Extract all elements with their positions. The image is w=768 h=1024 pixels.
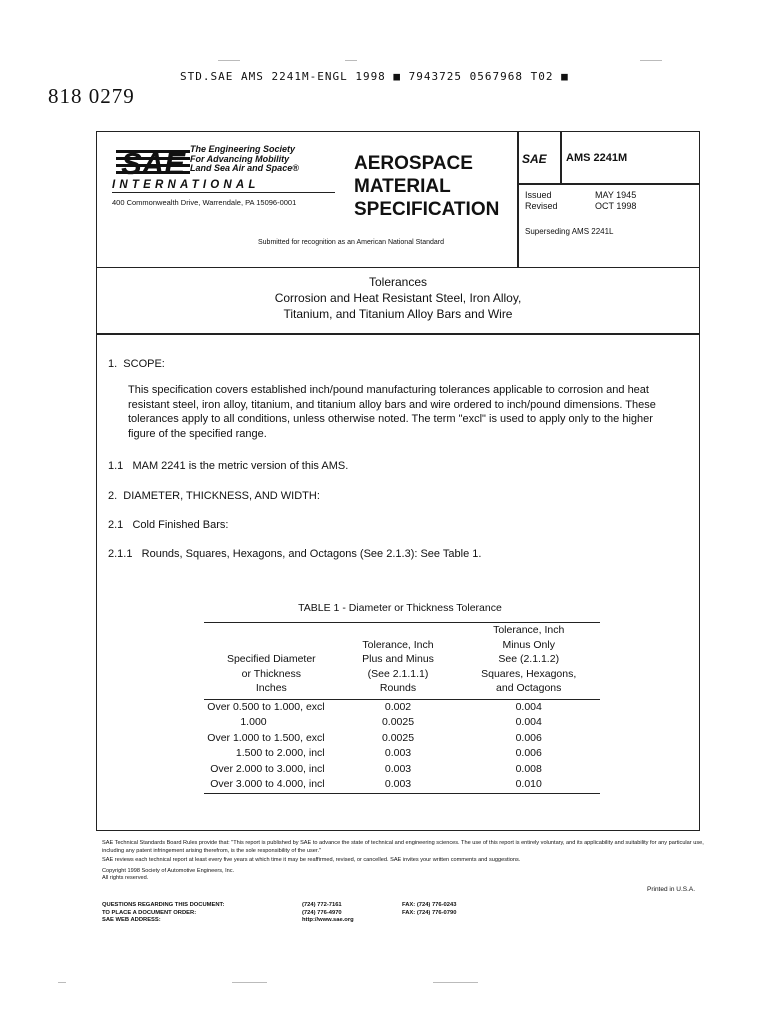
revised-label: Revised [525, 201, 558, 211]
issued-label: Issued [525, 190, 552, 200]
handwritten-number: 818 0279 [48, 84, 135, 108]
header-line: Inches [255, 682, 287, 694]
scan-mark [232, 982, 267, 983]
scope-paragraph: This specification covers established inch/pound manufacturing tolerances applicable to corrosion and heat resistant steel, iron alloy, titanium, and titanium alloy bars and wire ordered to inch/pound dimensions. These tolerances apply to all conditions, unless otherwise noted. The term "excl" is used to apply only to the higher figure of the specified range. [128, 384, 656, 440]
document-title [96, 274, 700, 322]
web-address: http://www.sae.org [302, 917, 354, 923]
header-divider [560, 131, 562, 183]
header-line: Specified Diameter [226, 653, 316, 665]
header-line: Tolerance, Inch [493, 624, 565, 636]
cell-squares: 0.006 [515, 731, 542, 744]
sae-address: 400 Commonwealth Drive, Warrendale, PA 15096-0001 [112, 198, 297, 207]
table-row [204, 746, 600, 762]
cell-rounds: 0.003 [384, 747, 412, 759]
cell-squares: 0.004 [515, 716, 542, 728]
sae-small-logo: SAE [522, 152, 547, 166]
order-phone: (724) 776-4970 [302, 909, 342, 916]
tagline-line-text: Land Sea Air and Space [190, 163, 293, 173]
header-line: and Octagons [496, 682, 562, 694]
header-line: See (2.1.1.2) [498, 653, 560, 665]
cell-range: Over 3.000 to 4.000, incl [204, 777, 339, 793]
header-line: or Thickness [241, 667, 301, 680]
scan-mark [640, 60, 662, 61]
spec-title-line: MATERIAL [354, 176, 451, 197]
title-divider [96, 333, 700, 335]
cell-rounds: 0.002 [384, 700, 412, 713]
questions-label: QUESTIONS REGARDING THIS DOCUMENT: [102, 902, 225, 908]
scan-mark [58, 982, 66, 983]
rights: All rights reserved. [102, 875, 149, 881]
cell-rounds: 0.003 [339, 777, 458, 793]
cell-range: 1.500 to 2.000, incl [235, 747, 325, 759]
table-row [204, 731, 600, 747]
table-row [204, 762, 600, 778]
questions-phone: (724) 772-7161 [302, 902, 342, 908]
section-2-1: 2.1 Cold Finished Bars: [108, 519, 229, 531]
cell-rounds: 0.0025 [381, 716, 415, 728]
column-header-squares [457, 623, 600, 700]
section-2-1-1: 2.1.1 Rounds, Squares, Hexagons, and Octagons (See 2.1.3): See Table 1. [108, 548, 482, 560]
tagline-line: For Advancing Mobility [190, 153, 290, 164]
header-line: Rounds [379, 682, 417, 694]
cell-squares: 0.010 [457, 777, 600, 793]
spec-title-line: SPECIFICATION [354, 199, 500, 220]
cell-rounds: 0.003 [384, 762, 412, 775]
registered-mark: ® [292, 163, 299, 173]
column-header-rounds [339, 623, 458, 700]
title-line: Tolerances [368, 275, 428, 289]
date-labels [525, 190, 558, 212]
header-line: (See 2.1.1.1) [367, 667, 429, 680]
contact-info [102, 902, 456, 925]
section-1-1: 1.1 MAM 2241 is the metric version of this AMS. [108, 460, 349, 472]
header-line: Minus Only [502, 638, 555, 651]
printed-in: Printed in U.S.A. [647, 886, 696, 893]
cell-squares: 0.004 [515, 700, 542, 713]
superseding-note: Superseding AMS 2241L [525, 227, 614, 236]
column-header-diameter [204, 623, 339, 700]
copyright: Copyright 1998 Society of Automotive Engineers, Inc. [102, 867, 235, 874]
header-line: Tolerance, Inch [362, 638, 434, 651]
table-header-row [204, 623, 600, 700]
spec-title [354, 152, 499, 221]
cell-range: Over 1.000 to 1.500, excl [207, 731, 325, 744]
review-note: SAE reviews each technical report at least every five years at which time it may be reaffirmed, revised, or cancelled. SAE invites your written comments and suggestions. [102, 857, 521, 863]
issued-date: MAY 1945 [595, 190, 637, 200]
tolerance-table [204, 622, 600, 794]
ams-number: AMS 2241M [566, 152, 628, 164]
table-row [204, 777, 600, 793]
spec-title-line: AEROSPACE [354, 153, 473, 174]
order-label: TO PLACE A DOCUMENT ORDER: [102, 909, 197, 916]
header-divider [517, 131, 519, 268]
cell-squares: 0.006 [515, 747, 542, 759]
standard-id-line: STD.SAE AMS 2241M-ENGL 1998 ■ 7943725 0567968 T02 ■ [180, 70, 569, 83]
table-row [204, 699, 600, 715]
contact-row [102, 910, 456, 918]
scan-mark [218, 60, 240, 61]
ansi-note: Submitted for recognition as an American National Standard [258, 239, 444, 246]
tagline-line [190, 164, 299, 174]
contact-row [102, 917, 456, 925]
header-line: Squares, Hexagons, [481, 667, 577, 680]
header-line: Plus and Minus [362, 653, 434, 665]
sae-international: INTERNATIONAL [112, 179, 260, 191]
logo-rule [112, 192, 335, 193]
scan-mark [345, 60, 357, 61]
footer-notice [102, 840, 707, 883]
title-line: Corrosion and Heat Resistant Steel, Iron Alloy, [274, 291, 522, 305]
title-line: Titanium, and Titanium Alloy Bars and Wire [283, 307, 513, 321]
table-caption: TABLE 1 - Diameter or Thickness Tolerance [298, 602, 502, 614]
revised-date: OCT 1998 [595, 201, 637, 211]
board-rules: SAE Technical Standards Board Rules provide that: "This report is published by SAE to advance the state of technical and engineering sciences. The use of this report is entirely voluntary, and its applicability and suitability for any particular use, including any patent infringement arising therefrom, is the sole responsibility of the user." [102, 840, 704, 854]
order-fax: FAX: (724) 776-0790 [402, 909, 457, 916]
tagline-line: The Engineering Society [190, 144, 296, 154]
sae-logo [116, 146, 190, 176]
scope-heading: 1. SCOPE: [108, 358, 165, 370]
web-label: SAE WEB ADDRESS: [102, 917, 161, 923]
logo-text: SAE [121, 146, 185, 176]
section-2-heading: 2. DIAMETER, THICKNESS, AND WIDTH: [108, 490, 320, 502]
cell-rounds: 0.0025 [381, 731, 415, 744]
date-values [595, 190, 636, 212]
header-divider [517, 183, 700, 185]
contact-row [102, 902, 456, 910]
cell-range: Over 0.500 to 1.000, excl [207, 700, 325, 713]
table-row [204, 715, 600, 731]
cell-range: Over 2.000 to 3.000, incl [210, 762, 325, 775]
cell-range: 1.000 [240, 716, 267, 728]
sae-tagline [190, 145, 299, 174]
questions-fax: FAX: (724) 776-0243 [402, 902, 457, 908]
scan-mark [433, 982, 478, 983]
cell-squares: 0.008 [515, 762, 542, 775]
